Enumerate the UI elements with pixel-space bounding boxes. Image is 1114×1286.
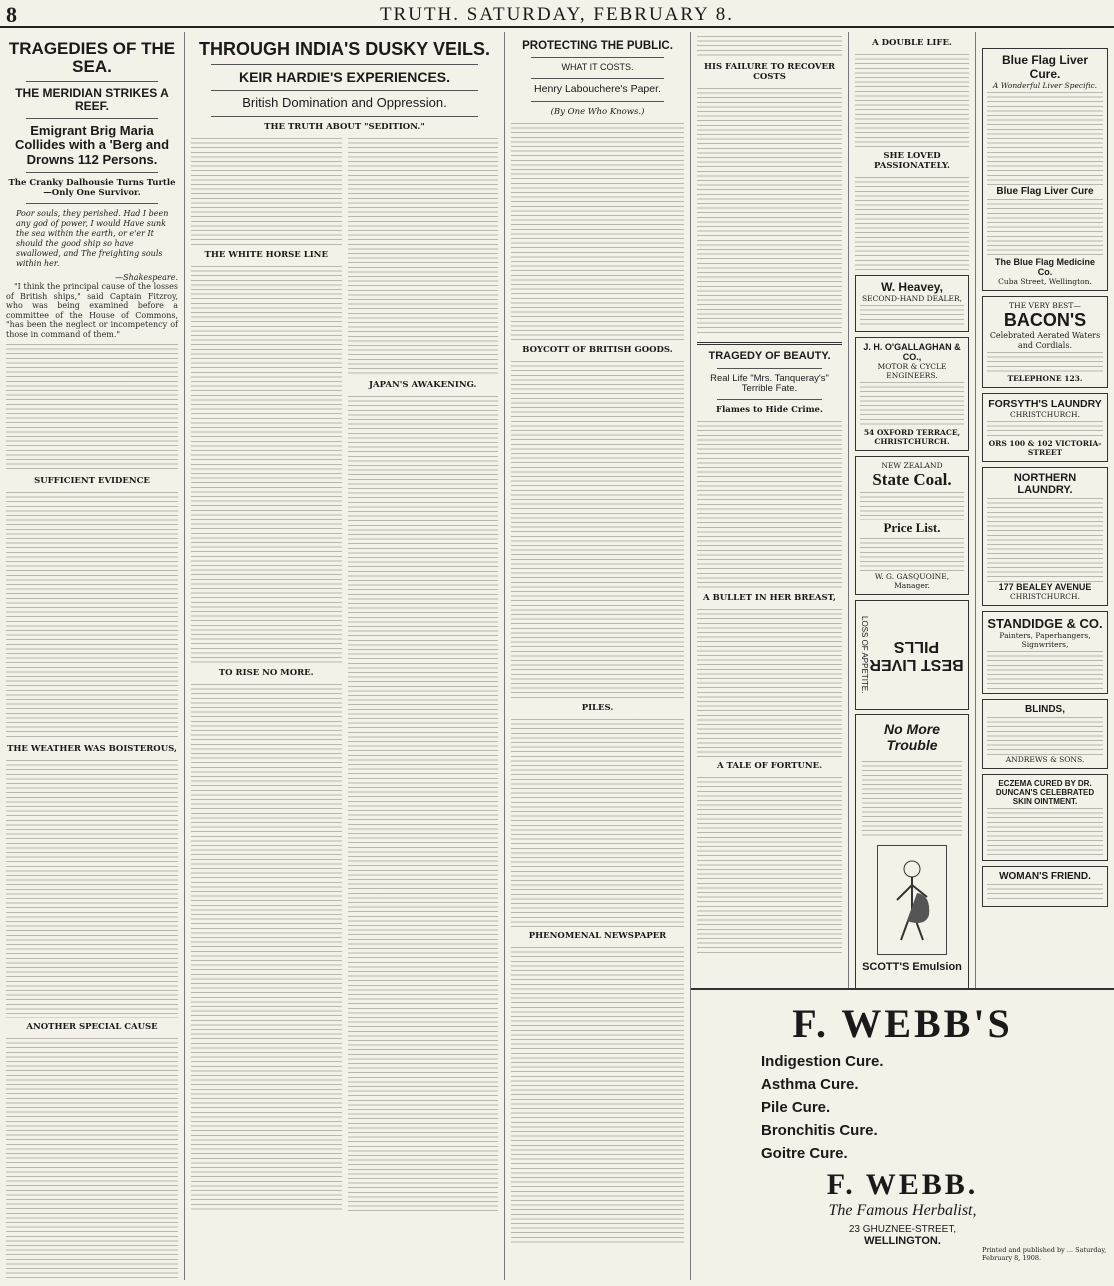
byline: (By One Who Knows.) (550, 106, 645, 117)
section-heading: TO RISE NO MORE. (218, 667, 314, 678)
page-number: 8 (6, 2, 17, 27)
section-heading: PHENOMENAL NEWSPAPER (528, 930, 667, 941)
section-heading: JAPAN'S AWAKENING. (368, 379, 477, 390)
webb-cure-item: Asthma Cure. (761, 1076, 859, 1093)
ad-northern-title: NORTHERN LAUNDRY. (1013, 472, 1077, 496)
ad-northern-city: CHRISTCHURCH. (1010, 592, 1080, 601)
ad-blinds-title: BLINDS, (1025, 704, 1065, 715)
section-heading: HIS FAILURE TO RECOVER COSTS (703, 62, 836, 82)
ad-liver-side: LOSS OF APPETITE. (860, 616, 869, 694)
ad-coal-big: State Coal. (872, 470, 952, 489)
ad-blueflag-address: Cuba Street, Wellington. (998, 277, 1092, 286)
footer-imprint: Printed and published by ... Saturday, February 8, 1908. (976, 1246, 1114, 1262)
ad-liver-main: BEST LIVER PILLS (869, 638, 964, 673)
ad-womans-title: WOMAN'S FRIEND. (999, 871, 1091, 882)
ad-standidge (982, 611, 1108, 694)
ad-heavey (855, 275, 969, 332)
ad-northern-laundry (982, 467, 1108, 606)
column-ads-right (976, 32, 1114, 988)
ad-blueflag-sub: A Wonderful Liver Specific. (992, 81, 1098, 90)
section-heading: A BULLET IN HER BREAST, (703, 593, 836, 604)
fisherman-icon (887, 855, 937, 945)
ad-heavey-sub: SECOND-HAND DEALER, (861, 294, 963, 303)
deck-tanqueray: Real Life "Mrs. Tanqueray's" Terrible Fate. (710, 372, 829, 394)
section-heading: ANOTHER SPECIAL CAUSE (26, 1021, 158, 1032)
subdeck-flames: Flames to Hide Crime. (716, 405, 823, 416)
deck-domination: British Domination and Oppression. (242, 95, 447, 111)
ad-eczema-title: ECZEMA CURED BY DR. DUNCAN'S CELEBRATED SKIN OINTMENT. (995, 779, 1095, 806)
article-body (6, 282, 178, 340)
ad-standidge-sub: Painters, Paperhangers, Signwriters, (999, 631, 1091, 649)
ad-price-list: Price List. (883, 520, 941, 535)
section-heading: BOYCOTT OF BRITISH GOODS. (522, 344, 673, 355)
ad-forsyth-title: FORSYTH'S LAUNDRY (988, 398, 1102, 410)
column-ads-middle (849, 32, 976, 988)
article-paragraph: "I think the principal cause of the losses of British ships," said Captain Fitzroy, who was being examined before a committee of the House of Commons, "has been the neglect or incompetency of those in command of them." (6, 281, 178, 339)
epigraph-credit: —Shakespeare. (115, 272, 178, 282)
headline-protecting: PROTECTING THE PUBLIC. (522, 40, 673, 52)
webb-tagline: The Famous Herbalist, (828, 1202, 977, 1219)
column-india (185, 32, 505, 1280)
section-heading: SUFFICIENT EVIDENCE (34, 475, 150, 486)
ad-trouble-brand: SCOTT'S Emulsion (862, 961, 962, 973)
ad-liver-pills (855, 600, 969, 710)
ad-blue-flag (982, 48, 1108, 291)
ad-bacon (982, 296, 1108, 388)
subhead-meridian: THE MERIDIAN STRIKES A REEF. (15, 85, 169, 113)
ad-ogallaghan (855, 337, 969, 451)
ad-forsyth (982, 393, 1108, 462)
kicker-sedition: THE TRUTH ABOUT "SEDITION." (264, 121, 425, 132)
subhead-costs: WHAT IT COSTS. (561, 62, 634, 73)
section-heading: A DOUBLE LIFE. (872, 38, 952, 48)
ad-bacon-sub: Celebrated Aerated Waters and Cordials. (989, 331, 1101, 350)
ad-standidge-title: STANDIDGE & CO. (987, 616, 1103, 631)
newspaper-title: TRUTH. SATURDAY, FEBRUARY 8. (379, 4, 735, 25)
ad-trouble-title: No More Trouble (884, 721, 940, 753)
masthead (0, 0, 1114, 28)
fisherman-illustration (877, 845, 947, 955)
ad-blueflag-title2: Blue Flag Liver Cure (996, 186, 1094, 197)
webb-cure-item: Bronchitis Cure. (761, 1122, 878, 1139)
webb-cure-item: Goitre Cure. (761, 1145, 848, 1162)
subdeck-dalhousie: The Cranky Dalhousie Turns Turtle—Only One Survivor. (8, 177, 176, 198)
deck-maria: Emigrant Brig Maria Collides with a 'Berg and Drowns 112 Persons. (14, 123, 170, 167)
ad-state-coal (855, 456, 969, 595)
ad-ogallaghan-title: J. H. O'GALLAGHAN & CO., (863, 342, 961, 362)
webb-cure-list (701, 1053, 1104, 1162)
ad-coal-title: NEW ZEALAND (881, 461, 943, 470)
ad-bacon-phone: TELEPHONE 123. (1007, 374, 1083, 383)
ad-forsyth-address: ORS 100 & 102 VICTORIA-STREET (988, 439, 1102, 457)
ad-forsyth-city: CHRISTCHURCH. (1010, 410, 1080, 419)
column-protecting (505, 32, 691, 1280)
webb-city: WELLINGTON. (864, 1235, 941, 1247)
ad-coal-manager: W. G. GASQUOINE, Manager. (874, 572, 950, 590)
section-heading: THE WHITE HORSE LINE (204, 249, 328, 260)
column-tragedies (0, 32, 185, 1280)
ad-heavey-title: W. Heavey, (881, 280, 943, 294)
webb-cure-item: Pile Cure. (761, 1099, 831, 1116)
webb-cure-item: Indigestion Cure. (761, 1053, 884, 1070)
ad-ogallaghan-address: 54 OXFORD TERRACE, CHRISTCHURCH. (863, 428, 961, 446)
epigraph-poem: Poor souls, they perished. Had I been any god of power, I would Have sunk the sea within the earth, or e'er It should the good ship so have swallowed, and The freighting souls within her. (16, 208, 169, 268)
ad-northern-address: 177 BEALEY AVENUE (998, 582, 1092, 592)
ad-andrews: ANDREWS & SONS. (1005, 755, 1085, 764)
webb-name2: F. WEBB. (826, 1168, 979, 1201)
webb-title: F. WEBB'S (792, 1001, 1013, 1046)
ad-no-more-trouble (855, 714, 969, 988)
section-heading: THE WEATHER WAS BOISTEROUS, (7, 743, 177, 754)
subhead-hardie: KEIR HARDIE'S EXPERIENCES. (238, 68, 451, 85)
ad-webb (691, 988, 1114, 1280)
ad-eczema (982, 774, 1108, 861)
headline-tragedies: TRAGEDIES OF THE SEA. (8, 39, 176, 76)
section-heading: SHE LOVED PASSIONATELY. (874, 151, 950, 171)
webb-address: 23 GHUZNEE-STREET, (848, 1224, 957, 1235)
ad-bacon-pre: THE VERY BEST— (1009, 301, 1081, 310)
ad-blinds (982, 699, 1108, 769)
ad-blueflag-company: The Blue Flag Medicine Co. (994, 257, 1095, 277)
ad-blueflag-title: Blue Flag Liver Cure. (1001, 53, 1089, 81)
headline-india: THROUGH INDIA'S DUSKY VEILS. (199, 39, 490, 59)
section-heading: PILES. (581, 702, 614, 713)
headline-tragedy-beauty: TRAGEDY OF BEAUTY. (708, 350, 831, 362)
ad-bacon-title: BACON'S (1003, 310, 1087, 330)
deck-labouchere: Henry Labouchere's Paper. (534, 82, 661, 95)
ad-ogallaghan-sub: MOTOR & CYCLE ENGINEERS. (877, 362, 947, 380)
column-tragedy-beauty (691, 32, 849, 988)
ad-womans-friend (982, 866, 1108, 907)
section-heading: A TALE OF FORTUNE. (716, 761, 823, 772)
